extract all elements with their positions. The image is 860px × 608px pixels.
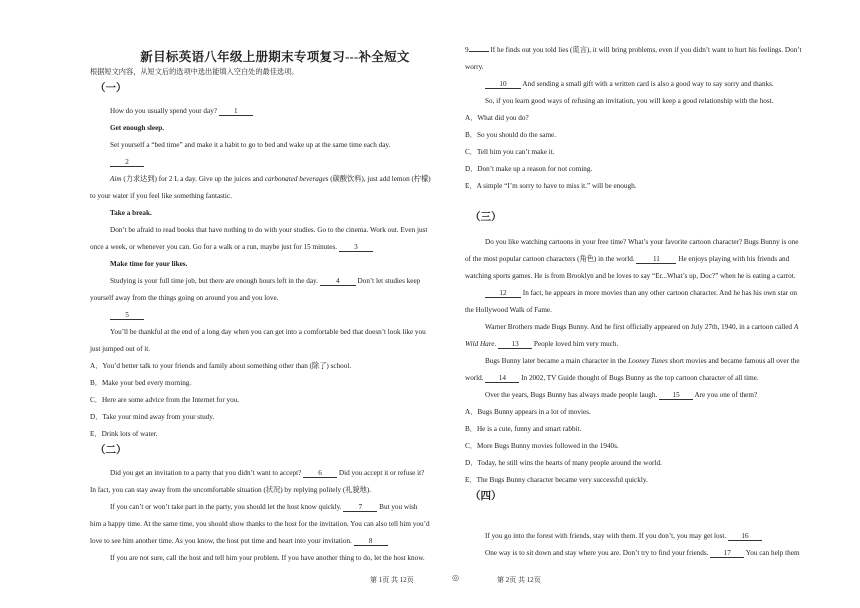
- paragraph-line: Did you get an invitation to a party that you didn’t want to accept? 6 Did you accept it or refuse it?: [110, 469, 425, 477]
- option-c: C．More Bugs Bunny movies followed in the 1940s.: [465, 442, 619, 450]
- paragraph-line: world. 14 In 2002, TV Guide thought of Bugs Bunny as the top cartoon character of all time.: [465, 374, 759, 382]
- blank-2: 2: [110, 158, 144, 167]
- paragraph-line: yourself away from the things going on around you and you love.: [90, 294, 279, 302]
- subheading: Take a break.: [110, 209, 152, 217]
- paragraph-line: [110, 158, 144, 167]
- blank-6: 6: [303, 469, 337, 478]
- paragraph-line: How do you usually spend your day? 1: [110, 107, 253, 116]
- paragraph-line: So, if you learn good ways of refusing an invitation, you will keep a good relationship with the host.: [485, 97, 774, 105]
- paragraph-line: Set yourself a “bed time” and make it a habit to go to bed and wake up at the same time each day.: [110, 141, 391, 149]
- blank-12: 12: [485, 289, 521, 298]
- option-a: A．What did you do?: [465, 114, 529, 122]
- paragraph-line: One way is to sit down and stay where you are. Don’t try to find your friends. 17 You can help them: [485, 549, 800, 557]
- paragraph-line: the Hollywood Walk of Fame.: [465, 306, 552, 314]
- paragraph-line: If you are not sure, call the host and tell him your problem. If you have another thing to do, let the host know.: [110, 554, 425, 562]
- option-d: D．Don’t make up a reason for not coming.: [465, 165, 593, 173]
- page-number-right: 第 2页 共 12页: [497, 576, 541, 584]
- blank-16: 16: [728, 532, 762, 541]
- instruction: 根据短文内容，从短文后的选项中选出能填入空白处的最佳选项。: [90, 68, 299, 76]
- option-e: E．Drink lots of water.: [90, 430, 158, 438]
- blank-8: 8: [354, 537, 388, 546]
- paragraph-line: just jumped out of it.: [90, 345, 151, 353]
- blank-4: 4: [320, 277, 356, 286]
- blank-13: 13: [498, 340, 532, 349]
- page-number-left: 第 1页 共 12页: [370, 576, 414, 584]
- option-d: D．Today, he still wins the hearts of many people around the world.: [465, 459, 662, 467]
- paragraph-line: Bugs Bunny later became a main character in the Looney Tunes short movies and became famous all over the: [485, 357, 800, 365]
- paragraph-line: once a week, or whenever you can. Go for a walk or a run, maybe just for 15 minutes. 3: [90, 243, 373, 252]
- paragraph-line: of the most popular cartoon characters (角色) in the world. 11 He enjoys playing with his friends and: [465, 255, 790, 263]
- paragraph-line: 10 And sending a small gift with a written card is also a good way to say sorry and thanks.: [485, 80, 774, 89]
- paragraph-line: to your water if you feel like something fantastic.: [90, 192, 232, 200]
- section-4-heading: （四）: [470, 491, 502, 502]
- option-c: C．Here are some advice from the Internet for you.: [90, 396, 240, 404]
- blank-9: [469, 51, 489, 52]
- paragraph-line: worry.: [465, 63, 484, 71]
- option-c: C．Tell him you can’t make it.: [465, 148, 555, 156]
- paragraph-line: Don’t be afraid to read books that have nothing to do with your studies. Go to the cinema. Work out. Even just: [110, 226, 428, 234]
- section-1-heading: （一）: [95, 83, 127, 94]
- option-e: E．A simple “I’m sorry to have to miss it.” will be enough.: [465, 182, 637, 190]
- option-b: B．So you should do the same.: [465, 131, 557, 139]
- blank-15: 15: [659, 391, 693, 400]
- paragraph-line: Wild Hare. 13 People loved him very much.: [465, 340, 619, 348]
- binding-circle-icon: ◎: [452, 573, 459, 582]
- blank-3: 3: [339, 243, 373, 252]
- paragraph-line: him a happy time. At the same time, you should show thanks to the host for the invitation. You can also tell him you’d: [90, 520, 430, 528]
- paragraph-line: Aim (力求达到) for 2 L a day. Give up the juices and carbonated beverages (碳酸饮料), just add lemon (柠檬): [110, 175, 431, 183]
- section-2-heading: （二）: [95, 445, 127, 456]
- paragraph-line: Do you like watching cartoons in your free time? What’s your favorite cartoon character? Bugs Bunny is one: [485, 238, 799, 246]
- blank-1: 1: [219, 107, 253, 116]
- paragraph-line: Over the years, Bugs Bunny has always made people laugh. 15 Are you one of them?: [485, 391, 758, 399]
- option-e: E．The Bugs Bunny character became very successful quickly.: [465, 476, 648, 484]
- option-b: B．Make your bed every morning.: [90, 379, 192, 387]
- paragraph-line: watching sports games. He is from Brooklyn and he loves to say “Er...What’s up, Doc?” when he is eating a carrot.: [465, 272, 796, 280]
- subheading: Get enough sleep.: [110, 124, 165, 132]
- blank-10: 10: [485, 80, 521, 89]
- blank-7: 7: [343, 503, 377, 512]
- blank-5: 5: [110, 311, 144, 320]
- subheading: Make time for your likes.: [110, 260, 188, 268]
- blank-17: 17: [710, 549, 744, 558]
- blank-11: 11: [636, 255, 676, 264]
- option-d: D．Take your mind away from your study.: [90, 413, 215, 421]
- paragraph-line: In fact, you can stay away from the uncomfortable situation (状况) by replying politely (礼貌地).: [90, 486, 372, 494]
- blank-14: 14: [485, 374, 519, 383]
- paragraph-line: love to see him another time. As you know, the host put time and heart into your invitation. 8: [90, 537, 388, 546]
- paragraph-line: 9 If he finds out you told lies (谎言), it will bring problems, even if you didn’t want to hurt his feelings. Don’t: [465, 46, 802, 54]
- section-3-heading: （三）: [470, 212, 502, 223]
- page-title: 新目标英语八年级上册期末专项复习---补全短文: [140, 50, 410, 64]
- paragraph-line: [110, 311, 144, 320]
- paragraph-line: You’ll be thankful at the end of a long day when you can get into a comfortable bed that doesn’t look like you: [110, 328, 426, 336]
- paragraph-line: If you can’t or won’t take part in the party, you should let the host know quickly. 7 But you wish: [110, 503, 418, 511]
- paragraph-line: 12 In fact, he appears in more movies than any other cartoon character. And he has his own star on: [485, 289, 797, 298]
- paragraph-line: Studying is your full time job, but there are enough hours left in the day. 4 Don’t let studies keep: [110, 277, 421, 285]
- paragraph-line: Warner Brothers made Bugs Bunny. And he first officially appeared on July 27th, 1940, in a cartoon called A: [485, 323, 799, 331]
- option-b: B．He is a cute, funny and smart rabbit.: [465, 425, 582, 433]
- option-a: A．You’d better talk to your friends and family about something other than (除了) school.: [90, 362, 352, 370]
- option-a: A．Bugs Bunny appears in a lot of movies.: [465, 408, 591, 416]
- paragraph-line: If you go into the forest with friends, stay with them. If you don’t, you may get lost. 16: [485, 532, 762, 541]
